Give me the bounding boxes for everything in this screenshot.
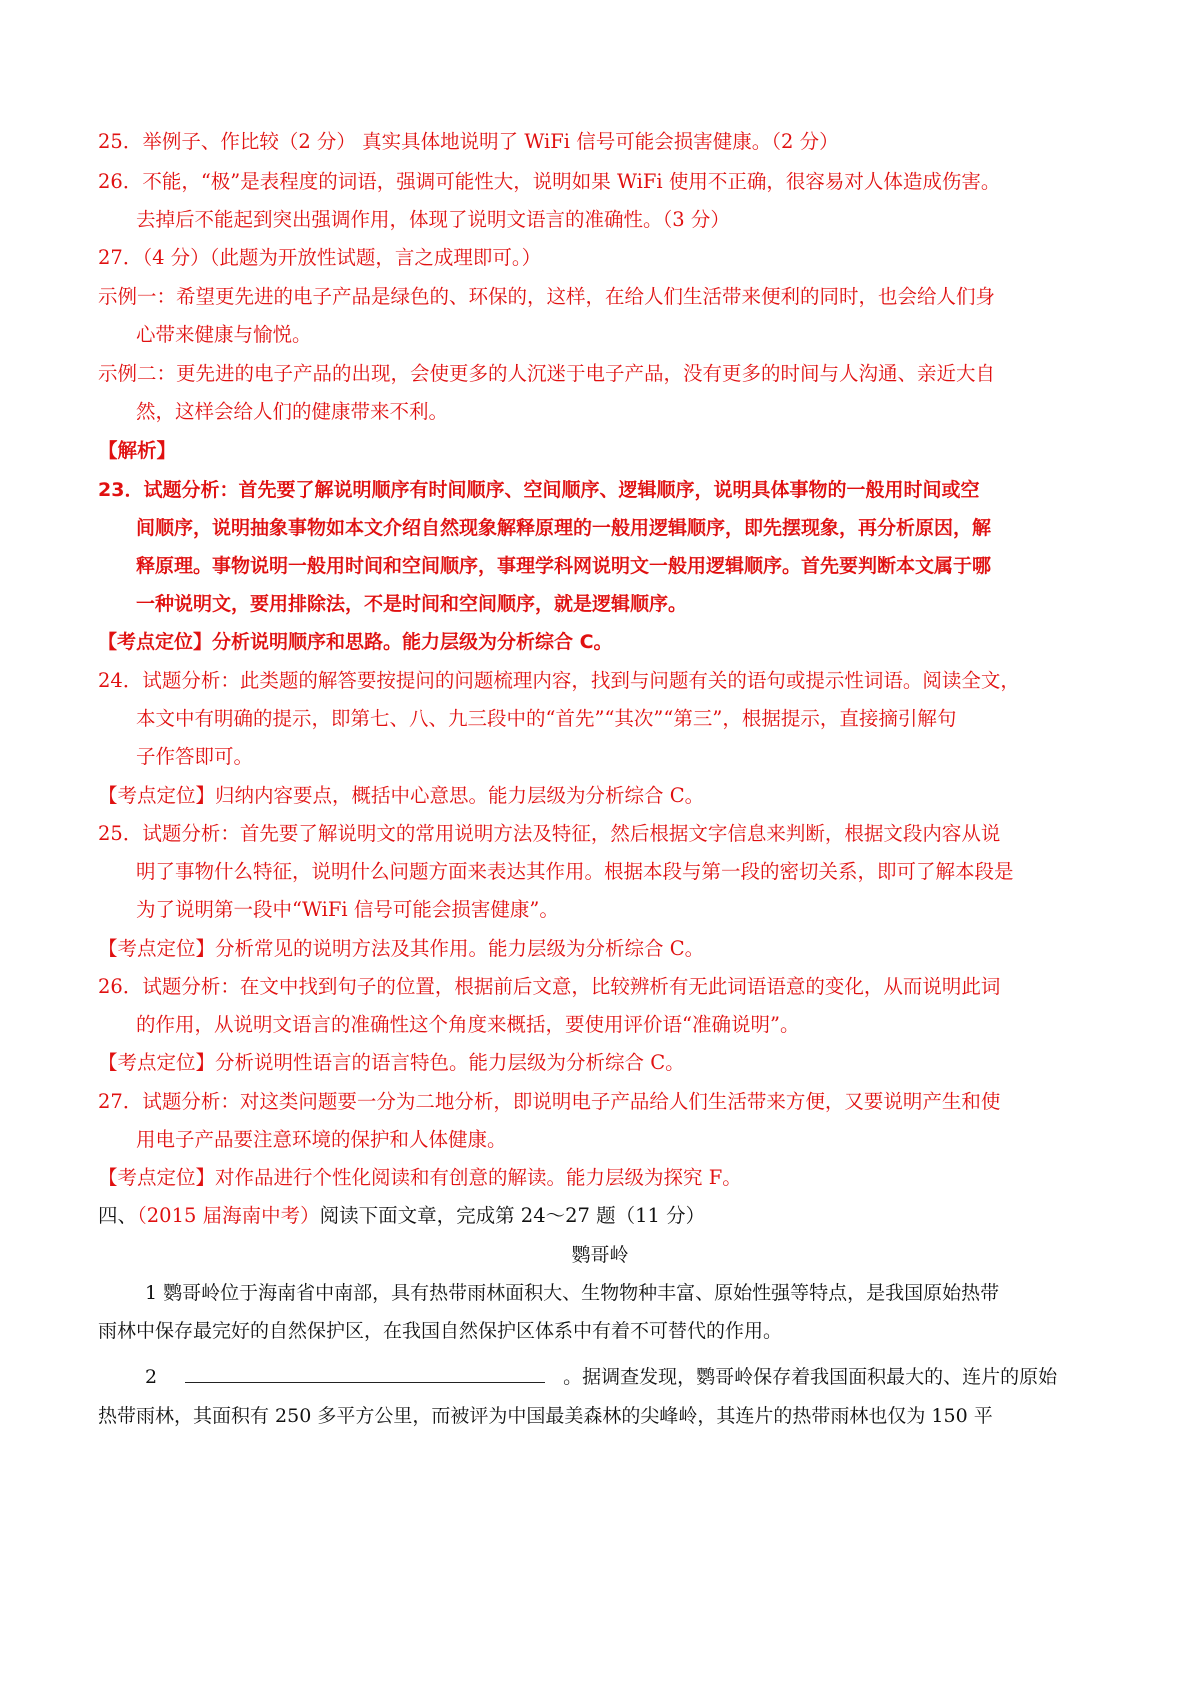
key-point-26: 【考点定位】分析说明性语言的语言特色。能力层级为分析综合 C。 — [98, 1051, 685, 1074]
example-1-line1: 示例一：希望更先进的电子产品是绿色的、环保的，这样，在给人们生活带来便利的同时，也会给人们身 — [98, 285, 996, 308]
key-point-27: 【考点定位】对作品进行个性化阅读和有创意的解读。能力层级为探究 F。 — [98, 1166, 742, 1189]
analysis-25-line3: 为了说明第一段中“WiFi 信号可能会损害健康”。 — [136, 898, 559, 921]
paragraph-1-line2: 雨林中保存最完好的自然保护区，在我国自然保护区体系中有着不可替代的作用。 — [98, 1320, 783, 1342]
analysis-27-line2: 用电子产品要注意环境的保护和人体健康。 — [136, 1128, 507, 1151]
section-instruction: 阅读下面文章，完成第 24～27 题（11 分） — [319, 1204, 706, 1227]
analysis-23-line4: 一种说明文，要用排除法，不是时间和空间顺序，就是逻辑顺序。 — [136, 593, 688, 615]
analysis-23-line2: 间顺序，说明抽象事物如本文介绍自然现象解释原理的一般用逻辑顺序，即先摆现象，再分析原因，解 — [136, 517, 992, 539]
paragraph-2-line1 — [145, 1362, 1057, 1391]
analysis-25-line1: 25．试题分析：首先要了解说明文的常用说明方法及特征，然后根据文字信息来判断，根据文段内容从说 — [98, 822, 1001, 845]
section-source: （2015 届海南中考） — [137, 1204, 320, 1227]
paragraph-2-text: 。据调查发现，鹦哥岭保存着我国面积最大的、连片的原始 — [563, 1366, 1058, 1388]
answer-27: 27．（4 分）（此题为开放性试题，言之成理即可。） — [98, 246, 542, 269]
analysis-24-line2: 本文中有明确的提示，即第七、八、九三段中的“首先”“其次”“第三”，根据提示，直接摘引解句 — [136, 707, 957, 730]
answer-25: 25．举例子、作比较（2 分） 真实具体地说明了 WiFi 信号可能会损害健康。（2 分） — [98, 130, 839, 153]
article-title: 鹦哥岭 — [571, 1244, 629, 1266]
paragraph-2-number: 2 — [145, 1366, 158, 1388]
example-2-line2: 然，这样会给人们的健康带来不利。 — [136, 400, 449, 423]
analysis-26-line2: 的作用，从说明文语言的准确性这个角度来概括，要使用评价语“准确说明”。 — [136, 1013, 800, 1036]
analysis-24-line1: 24．试题分析：此类题的解答要按提问的问题梳理内容，找到与问题有关的语句或提示性词语。阅读全文， — [98, 669, 1020, 692]
paragraph-2-line2: 热带雨林，其面积有 250 多平方公里，而被评为中国最美森林的尖峰岭，其连片的热带雨林也仅为 150 平 — [98, 1405, 993, 1427]
analysis-25-line2: 明了事物什么特征，说明什么问题方面来表达其作用。根据本段与第一段的密切关系，即可了解本段是 — [136, 860, 1014, 883]
answer-26-line1: 26．不能，“极”是表程度的词语，强调可能性大，说明如果 WiFi 使用不正确，很容易对人体造成伤害。 — [98, 170, 1001, 193]
section-prefix: 四、 — [98, 1204, 138, 1227]
example-2-line1: 示例二：更先进的电子产品的出现，会使更多的人沉迷于电子产品，没有更多的时间与人沟通、亲近大自 — [98, 362, 996, 385]
section-heading — [98, 1202, 705, 1230]
analysis-heading: 【解析】 — [98, 439, 177, 462]
key-point-23: 【考点定位】分析说明顺序和思路。能力层级为分析综合 C。 — [98, 631, 613, 653]
example-1-line2: 心带来健康与愉悦。 — [136, 323, 312, 346]
analysis-23-line3: 释原理。事物说明一般用时间和空间顺序，事理学科网说明文一般用逻辑顺序。首先要判断本文属于哪 — [136, 555, 992, 577]
analysis-23-line1: 23．试题分析：首先要了解说明顺序有时间顺序、空间顺序、逻辑顺序，说明具体事物的一般用时间或空 — [98, 479, 980, 501]
fill-in-blank — [185, 1362, 545, 1383]
analysis-24-line3: 子作答即可。 — [136, 745, 254, 768]
answer-26-line2: 去掉后不能起到突出强调作用，体现了说明文语言的准确性。（3 分） — [136, 208, 730, 231]
paragraph-1-line1: 1 鹦哥岭位于海南省中南部，具有热带雨林面积大、生物物种丰富、原始性强等特点，是我国原始热带 — [145, 1282, 1000, 1304]
key-point-25: 【考点定位】分析常见的说明方法及其作用。能力层级为分析综合 C。 — [98, 937, 705, 960]
analysis-27-line1: 27．试题分析：对这类问题要一分为二地分析，即说明电子产品给人们生活带来方便，又要说明产生和使 — [98, 1090, 1001, 1113]
key-point-24: 【考点定位】归纳内容要点，概括中心意思。能力层级为分析综合 C。 — [98, 784, 705, 807]
analysis-26-line1: 26．试题分析：在文中找到句子的位置，根据前后文意，比较辨析有无此词语语意的变化，从而说明此词 — [98, 975, 1001, 998]
